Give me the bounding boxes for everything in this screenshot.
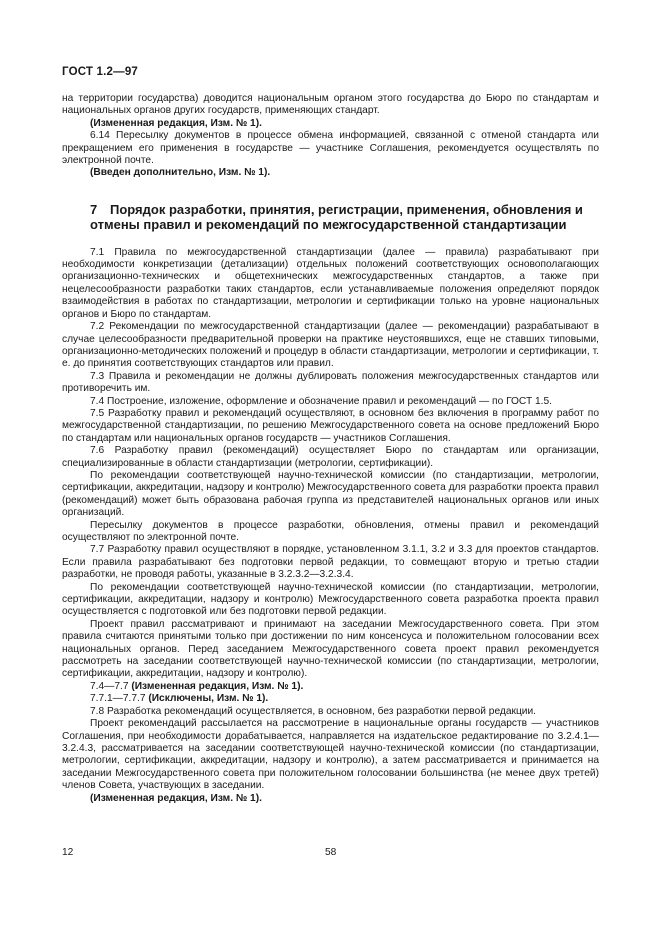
clause-ref: 7.4—7.7 [90,680,132,692]
paragraph: (Введен дополнительно, Изм. № 1). [90,167,271,179]
paragraph: 7.7 Разработку правил осуществляют в порядке, установленном 3.1.1, 3.2 и 3.3 для проектов стандартов. Если правила разрабатывают без подготовки первой редакции, то совмещают вторую и третью стадии разработки, не проводя работы, указанные в 3.2.3.2—3.2.3.4. [62,544,599,581]
paragraph: 7.3 Правила и рекомендации не должны дублировать положения межгосударственных стандартов или противоречить им. [62,370,599,395]
paragraph: 7.5 Разработку правил и рекомендаций осуществляют, в основном без включения в программу работ по межгосударственной стандартизации, по решению Межгосударственного совета на основе предложений Бюро по стандартам или национальных органов государств — участников Соглашения. [62,407,599,444]
paragraph: 7.1 Правила по межгосударственной стандартизации (далее — правила) разрабатывают при необходимости конкретизации (детализации) отдельных положений соответствующих основополагающих организационно-технических и общетехнических межгосударственных стандартов, а также при нецелесообразности разработки таких стандартов, если устанавливаемые положения определяют порядок взаимодействия в работах по стандартизации, метрологии и сертификации только на уровне национальных органов и Бюро по стандартам. [62,246,599,320]
section-number: 7 [90,201,98,217]
clause-ref: 7.7.1—7.7.7 [90,693,149,705]
paragraph: По рекомендации соответствующей научно-технической комиссии (по стандартизации, метрологии, сертификации, аккредитации, надзору и контролю) Межгосударственного совета для разработки проекта правил (рекомендаций) может быть образована рабочая группа из представителей национальных органов или иных организаций. [62,469,599,519]
paragraph: Проект правил рассматривают и принимают на заседании Межгосударственного совета. При этом правила считаются принятыми только при достижении по ним консенсуса и положительном голосовании всех национальных органов. Перед заседанием Межгосударственного совета проект правил рекомендуется рассмотреть на заседании соответствующей научно-технической комиссии (по стандартизации, метрологии, сертификации, аккредитации, надзору и контролю). [62,618,599,680]
paragraph: на территории государства) доводится национальным органом этого государства до Бюро по стандартам и национальных органов других государств, применяющих стандарт. [62,93,599,117]
document-code: ГОСТ 1.2—97 [62,66,139,78]
paragraph [62,681,599,693]
paragraph: 6.14 Пересылку документов в процессе обмена информацией, связанной с отменой стандарта или прекращением его применения в государстве — участнике Соглашения, рекомендуется осуществлять по электронной почте. [62,130,599,167]
paragraph: (Измененная редакция, Изм. № 1). [90,792,262,804]
paragraph: (Измененная редакция, Изм. № 1). [90,117,262,129]
intro-block [62,93,599,180]
paragraph: 7.6 Разработку правил (рекомендаций) осуществляет Бюро по стандартам или организации, специализированные в области стандартизации (метрологии, сертификации). [62,445,599,469]
document-body [62,93,599,805]
section-heading [62,202,599,233]
amendment-note: (Измененная редакция, Изм. № 1). [131,680,304,692]
section-paragraphs [62,247,599,805]
paragraph: 7.2 Рекомендации по межгосударственной стандартизации (далее — рекомендации) разрабатывают в случае целесообразности предварительной проверки на практике неустоявшихся, еще не ставших типовыми, организационно-методических положений и процедур в области стандартизации, метрологии и сертификации, т. е. до принятия соответствующих стандартов или правил. [62,321,599,370]
paragraph [62,693,599,705]
paragraph: 7.8 Разработка рекомендаций осуществляется, в основном, без разработки первой редакции. [90,705,536,717]
paragraph: Проект рекомендаций рассылается на рассмотрение в национальные органы государств — участников Соглашения, при необходимости дорабатывается, направляется на издательское редактирование по 3.2.4.1—3.2.4.3, рассматривается на заседании соответствующей научно-технической комиссии (по стандартизации, метрологии, сертификации, аккредитации, надзору и контролю), а затем рассматривается и принимается на заседании Межгосударственного совета при положительном голосовании большинства (не менее двух третей) членов Совета, участвующих в заседании. [62,718,599,792]
page-number-center: 58 [325,847,337,858]
paragraph: Пересылку документов в процессе разработки, обновления, отмены правил и рекомендаций осуществляют по электронной почте. [62,519,599,543]
amendment-note: (Исключены, Изм. № 1). [148,693,269,705]
paragraph: 7.4 Построение, изложение, оформление и обозначение правил и рекомендаций — по ГОСТ 1.5. [90,395,552,407]
page-number-left: 12 [62,847,74,858]
paragraph: По рекомендации соответствующей научно-технической комиссии (по стандартизации, метрологии, сертификации, аккредитации, надзору и контролю) Межгосударственного совета разработка проекта правил осуществляется с подготовкой или без подготовки первой редакции. [62,581,599,618]
section-title: Порядок разработки, принятия, регистрации, применения, обновления и отмены правил и рекомендаций по межгосударственной стандартизации [90,201,583,233]
